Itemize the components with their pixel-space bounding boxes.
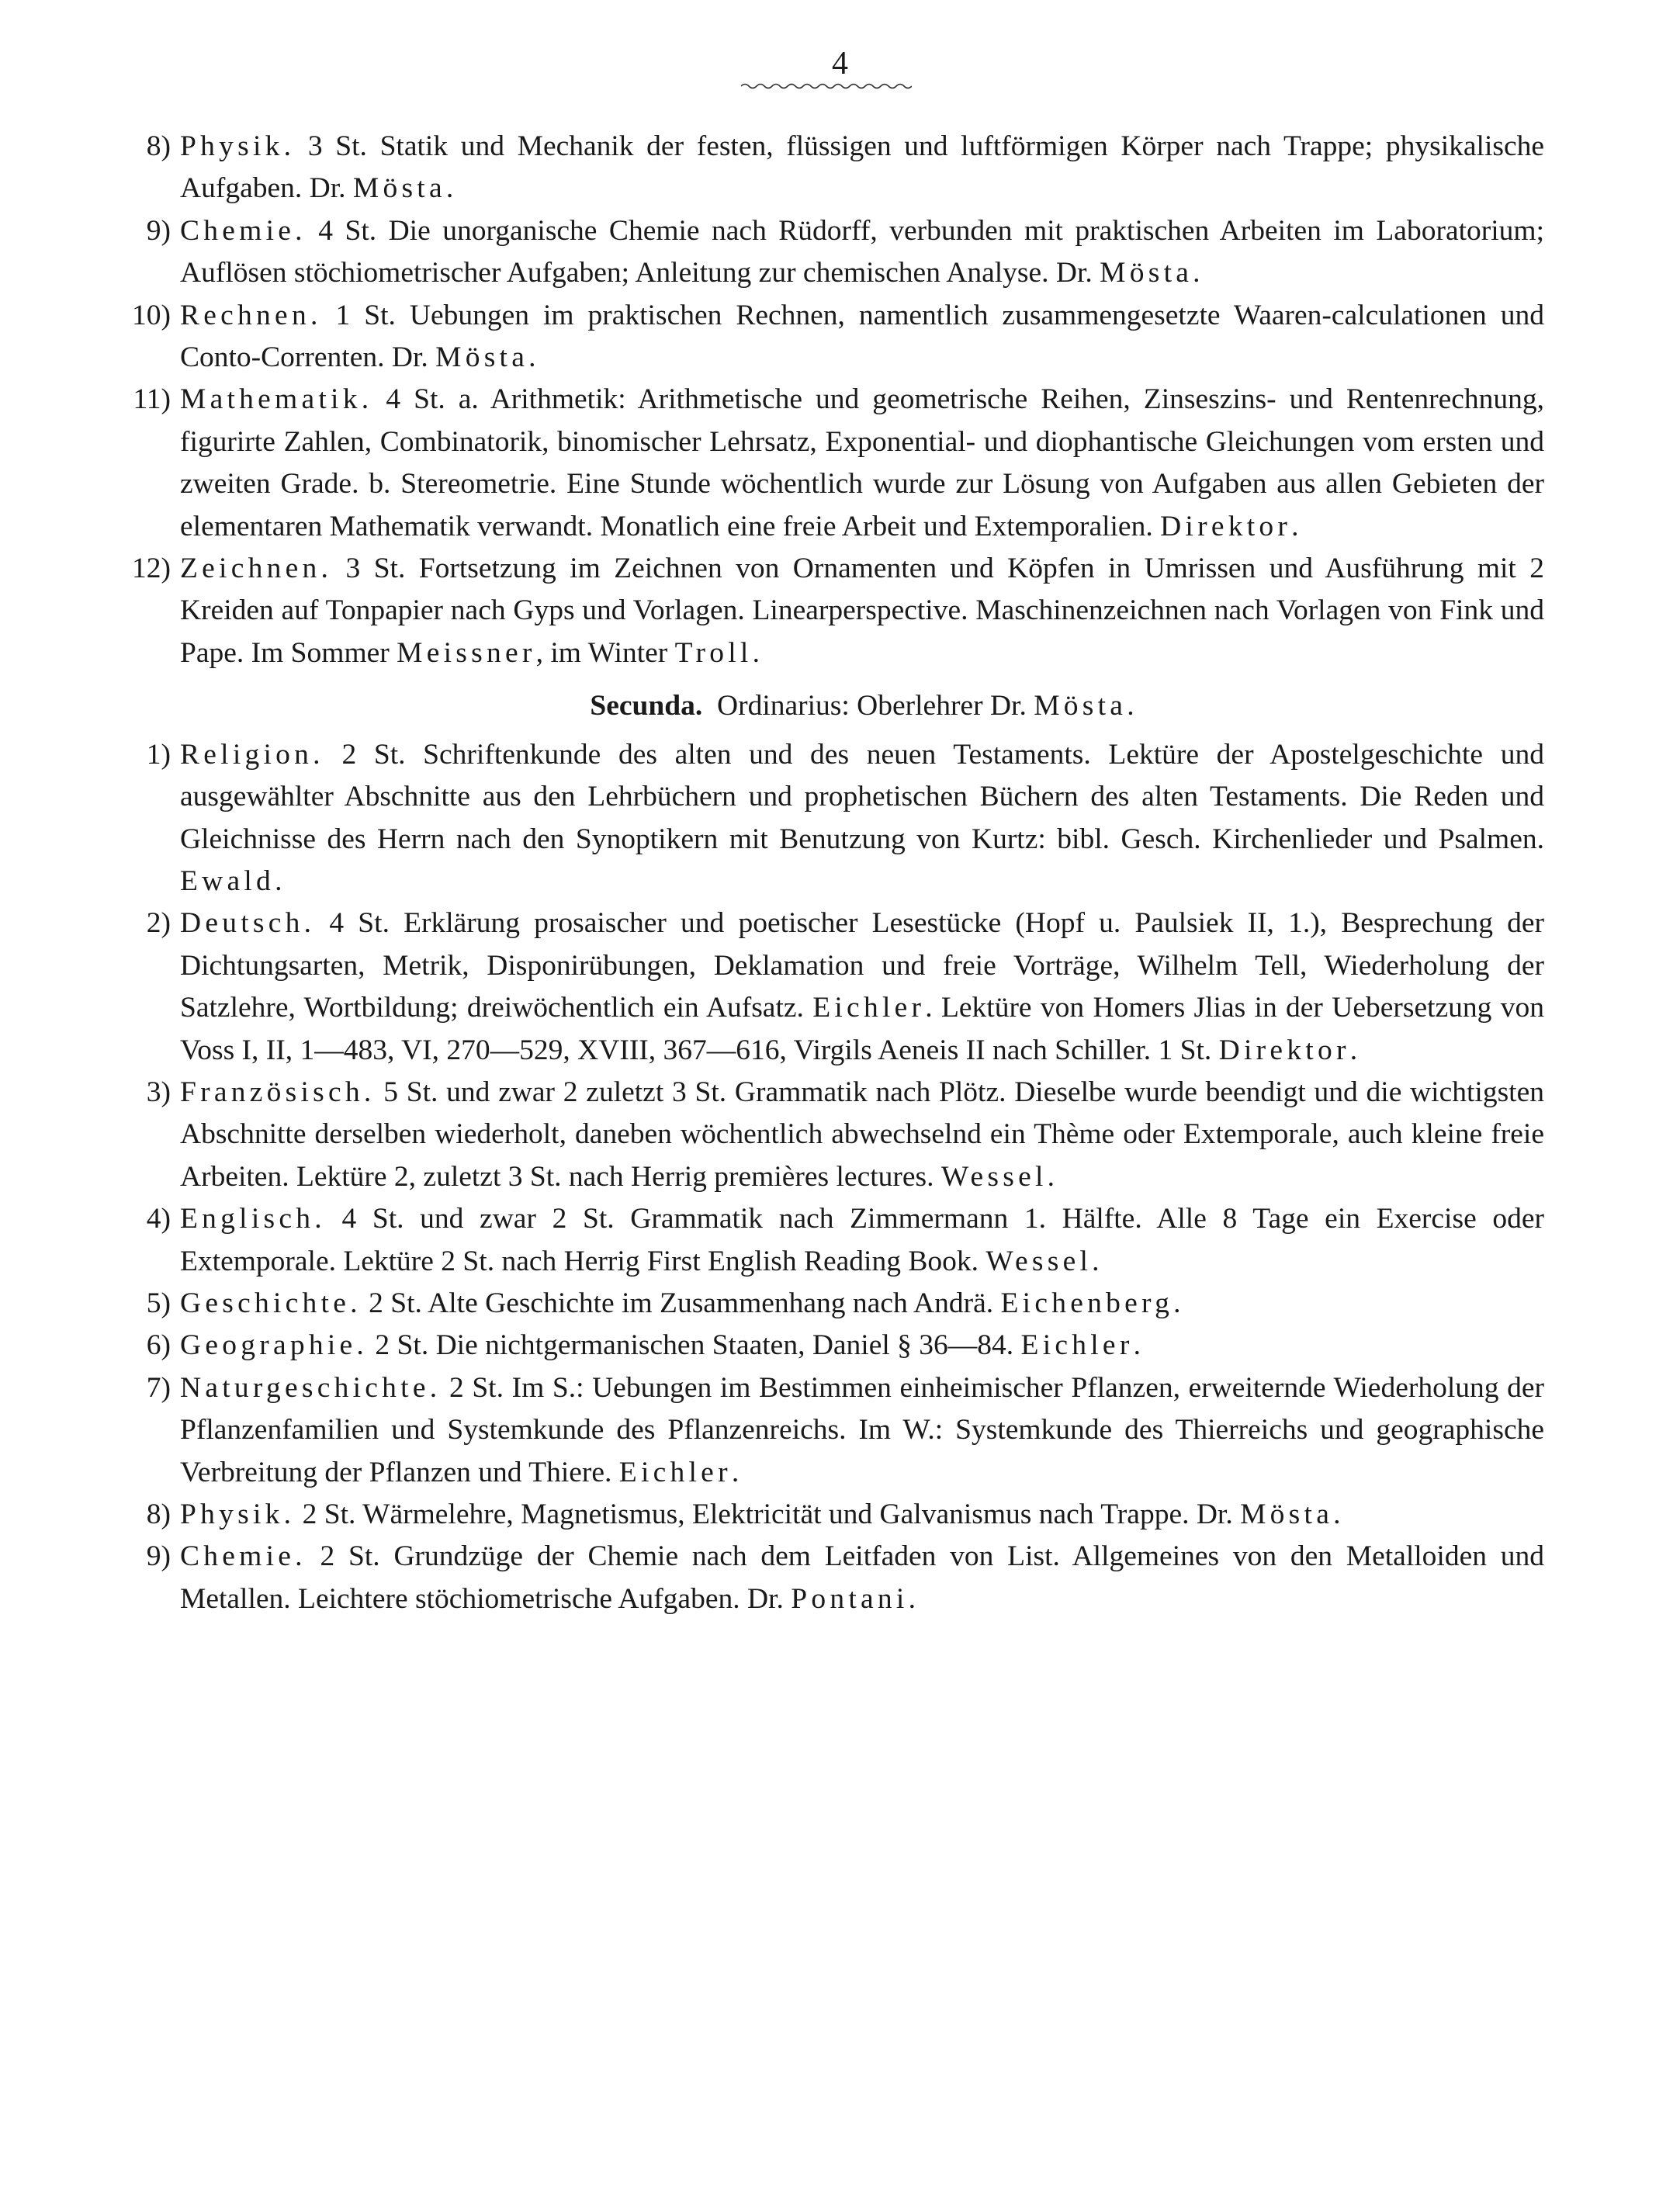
list-item-secunda-deutsch: [109, 903, 1544, 1072]
subject-name: Geschichte.: [180, 1287, 362, 1319]
item-number: 4): [146, 1203, 171, 1235]
teacher-name: Direktor: [1160, 510, 1292, 542]
teacher-name: Eichler: [618, 1456, 732, 1488]
subject-name: Deutsch.: [180, 907, 316, 940]
ordinarius-tail: .: [1127, 690, 1134, 722]
subject-name: Chemie.: [180, 214, 307, 247]
item-tail: .: [1092, 1245, 1100, 1277]
subject-name: Chemie.: [180, 1540, 307, 1573]
item-text: 2 St. Im S.: Uebungen im Bestimmen einheimischer Pflanzen, erweiternde Wiederholung der Pflanzenfamilien und Systemkunde des Pflanzenreichs. Im W.: Systemkunde des Thierreichs und geographische Verbreitung der Pflanzen und Thiere.: [180, 1371, 1544, 1488]
item-number: 3): [146, 1076, 171, 1108]
subject-name: Französisch.: [180, 1076, 376, 1108]
section-title: Secunda.: [590, 690, 703, 722]
item-number: 5): [146, 1287, 171, 1319]
document-body: [109, 126, 1544, 1620]
list-item-secunda-chemie: [109, 1536, 1544, 1620]
item-text: 2 St. Grundzüge der Chemie nach dem Leitfaden von List. Allgemeines von den Metalloiden und Metallen. Leichtere stöchiometrische Aufgaben. Dr.: [180, 1540, 1544, 1615]
teacher-name: Eichler: [812, 992, 926, 1024]
item-text: 2 St. Alte Geschichte im Zusammenhang nach Andrä.: [361, 1287, 1001, 1319]
item-tail: .: [1333, 1498, 1341, 1530]
list-item-prima-zeichnen: [109, 548, 1544, 674]
list-item-secunda-franzoesisch: [109, 1072, 1544, 1198]
list-item-prima-physik: [109, 126, 1544, 210]
teacher-name: Mösta: [352, 172, 446, 205]
list-item-secunda-geschichte: [109, 1283, 1544, 1325]
subject-name: Naturgeschichte.: [180, 1371, 442, 1404]
item-number: 8): [146, 130, 171, 162]
item-number: 10): [132, 299, 171, 331]
item-text: 4 St. und zwar 2 St. Grammatik nach Zimmermann 1. Hälfte. Alle 8 Tage ein Exercise oder Extemporale. Lektüre 2 St. nach Herrig First English Reading Book.: [180, 1203, 1544, 1277]
teacher-name: Wessel: [940, 1160, 1048, 1193]
item-number: 11): [133, 383, 171, 416]
teacher-name-2: Troll: [674, 636, 753, 669]
item-tail: .: [1349, 1034, 1358, 1066]
item-tail: .: [752, 636, 760, 669]
subject-name: Geographie.: [180, 1329, 369, 1362]
item-text: 3 St. Statik und Mechanik der festen, flüssigen und luftförmigen Körper nach Trappe; physikalische Aufgaben. Dr.: [180, 130, 1544, 205]
item-tail: .: [1047, 1160, 1055, 1193]
item-text: 1 St. Uebungen im praktischen Rechnen, namentlich zusammengesetzte Waaren-calculationen und Conto-Correnten. Dr.: [180, 299, 1544, 374]
list-item-secunda-englisch: [109, 1198, 1544, 1283]
teacher-name: Mösta: [1240, 1498, 1334, 1530]
item-text-2: , im Winter: [535, 636, 675, 669]
list-item-prima-chemie: [109, 210, 1544, 295]
item-tail: .: [731, 1456, 740, 1488]
item-tail: .: [1291, 510, 1299, 542]
teacher-name: Ewald: [180, 864, 275, 897]
item-text: 2 St. Schriftenkunde des alten und des neuen Testaments. Lektüre der Apostelgeschichte und ausgewählter Abschnitte aus den Lehrbüchern und prophetischen Büchern des alten Testaments. Die Reden und Gleichnisse des Herrn nach den Synoptikern mit Benutzung von Kurtz: bibl. Gesch. Kirchenlieder und Psalmen.: [180, 738, 1544, 855]
item-tail: .: [275, 864, 282, 897]
teacher-name-2: Direktor: [1218, 1034, 1350, 1066]
teacher-name: Meissner: [397, 636, 536, 669]
subject-name: Mathematik.: [180, 383, 373, 416]
item-tail: .: [528, 341, 536, 374]
teacher-name: Mösta: [435, 341, 529, 374]
teacher-name: Mösta: [1100, 257, 1193, 289]
item-text: 5 St. und zwar 2 zuletzt 3 St. Grammatik nach Plötz. Dieselbe wurde beendigt und die wichtigsten Abschnitte derselben wiederholt, daneben wöchentlich abwechselnd ein Thème oder Extemporale, auch kleine freie Arbeiten. Lektüre 2, zuletzt 3 St. nach Herrig premières lectures.: [180, 1076, 1544, 1193]
item-number: 9): [146, 1540, 171, 1573]
section-heading-secunda: [109, 685, 1544, 727]
subject-name: Religion.: [180, 738, 324, 771]
item-tail: .: [1193, 257, 1200, 289]
page-number: 4: [832, 46, 848, 81]
item-text: 2 St. Die nichtgermanischen Staaten, Daniel § 36—84.: [368, 1329, 1021, 1362]
item-tail: .: [908, 1582, 916, 1615]
item-text: 4 St. Die unorganische Chemie nach Rüdorff, verbunden mit praktischen Arbeiten im Laboratorium; Auflösen stöchiometrischer Aufgaben; Anleitung zur chemischen Analyse. Dr.: [180, 214, 1544, 289]
item-text: 4 St. a. Arithmetik: Arithmetische und geometrische Reihen, Zinseszins- und Rentenrechnung, figurirte Zahlen, Combinatorik, binomischer Lehrsatz, Exponential- und diophantische Gleichungen vom ersten und zweiten Grade. b. Stereometrie. Eine Stunde wöchentlich wurde zur Lösung von Aufgaben aus allen Gebieten der elementaren Mathematik verwandt. Monatlich eine freie Arbeit und Extemporalien.: [180, 383, 1544, 542]
item-text-2: . Lektüre von Homers Jlias in der Uebersetzung von Voss I, II, 1—483, VI, 270—529, XVIII, 367—616, Virgils Aeneis II nach Schiller. 1 St.: [180, 992, 1544, 1066]
item-tail: .: [445, 172, 454, 205]
teacher-name: Wessel: [985, 1245, 1093, 1277]
list-item-secunda-geographie: [109, 1325, 1544, 1367]
item-tail: .: [1133, 1329, 1141, 1362]
item-text: 3 St. Fortsetzung im Zeichnen von Ornamenten und Köpfen in Umrissen und Ausführung mit 2 Kreiden auf Tonpapier nach Gyps und Vorlagen. Linearperspective. Maschinenzeichnen nach Vorlagen von Fink und Pape. Im Sommer: [180, 553, 1544, 669]
list-item-prima-rechnen: [109, 295, 1544, 379]
item-number: 1): [146, 738, 171, 771]
item-number: 8): [146, 1498, 171, 1530]
item-text: 4 St. Erklärung prosaischer und poetischer Lesestücke (Hopf u. Paulsiek II, 1.), Besprechung der Dichtungsarten, Metrik, Disponirübungen, Deklamation und freie Vorträge, Wilhelm Tell, Wiederholung der Satzlehre, Wortbildung; dreiwöchentlich ein Aufsatz.: [180, 907, 1544, 1024]
item-text: 2 St. Wärmelehre, Magnetismus, Elektricität und Galvanismus nach Trappe. Dr.: [295, 1498, 1241, 1530]
item-number: 2): [146, 907, 171, 940]
item-number: 7): [146, 1371, 171, 1404]
decorative-rule: [741, 81, 912, 92]
list-item-secunda-religion: [109, 734, 1544, 903]
teacher-name: Pontani: [791, 1582, 909, 1615]
subject-name: Zeichnen.: [180, 553, 333, 585]
item-number: 9): [146, 214, 171, 247]
list-item-prima-mathematik: [109, 379, 1544, 548]
teacher-name: Eichenberg: [1000, 1287, 1174, 1319]
ordinarius-name: Mösta: [1034, 690, 1128, 722]
subject-name: Physik.: [180, 130, 296, 162]
subject-name: Rechnen.: [180, 299, 322, 331]
item-number: 12): [132, 553, 171, 585]
subject-name: Englisch.: [180, 1203, 326, 1235]
teacher-name: Eichler: [1020, 1329, 1134, 1362]
item-tail: .: [1173, 1287, 1181, 1319]
list-item-secunda-physik: [109, 1494, 1544, 1536]
ordinarius-label: Ordinarius: Oberlehrer Dr.: [717, 690, 1034, 722]
subject-name: Physik.: [180, 1498, 296, 1530]
item-number: 6): [146, 1329, 171, 1362]
list-item-secunda-naturgeschichte: [109, 1367, 1544, 1494]
